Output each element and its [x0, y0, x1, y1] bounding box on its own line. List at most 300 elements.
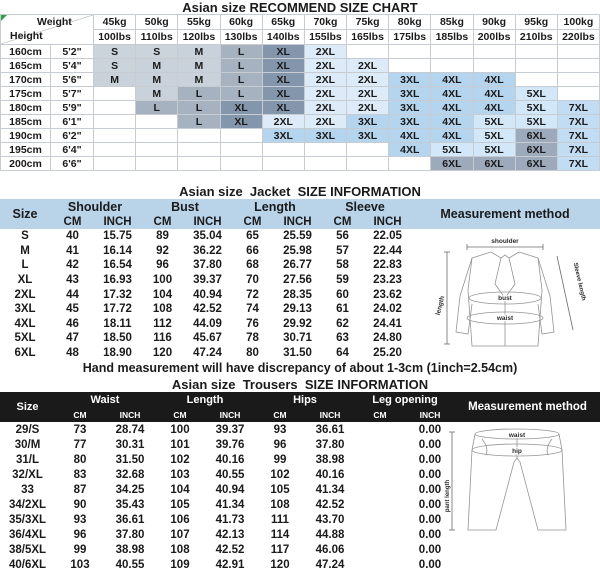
empty-cell — [347, 45, 389, 59]
trousers-row-value-cell: 40.55 — [215, 468, 245, 481]
jacket-row-value-cell: 46 — [66, 317, 79, 330]
trousers-row-size-label: 36/4XL — [8, 528, 47, 541]
trousers-row-size-label: 33 — [21, 483, 34, 496]
size-cell: M — [136, 59, 178, 73]
jacket-row-value-cell: 56 — [336, 230, 349, 243]
size-cell: M — [94, 73, 136, 87]
size-column-header: Size — [12, 207, 38, 221]
jacket-row-value-cell: 40 — [66, 230, 79, 243]
trousers-row-value-cell: 109 — [170, 558, 190, 571]
trousers-row-value-cell: 38.98 — [315, 453, 345, 466]
corner-artifact-icon — [1, 15, 7, 21]
size-cell: S — [136, 45, 178, 59]
weight-kg-header: 80kg — [389, 15, 431, 30]
group-header: Waist — [90, 393, 120, 406]
trousers-row-value-cell — [355, 437, 405, 452]
size-cell: 2XL — [347, 73, 389, 87]
inch-header: INCH — [103, 215, 132, 228]
jacket-bust-label: bust — [498, 295, 512, 302]
cm-header: CM — [63, 215, 82, 228]
trousers-row-value-cell: 102 — [170, 453, 190, 466]
jacket-row-size-label: 5XL — [14, 332, 36, 345]
jacket-row-value-cell: 47 — [66, 332, 79, 345]
empty-cell — [431, 59, 473, 73]
trousers-row-value-cell: 0.00 — [418, 528, 442, 541]
jacket-waist-label: waist — [496, 315, 514, 322]
trousers-row-value-cell: 37.80 — [115, 528, 145, 541]
weight-kg-header: 90kg — [474, 15, 516, 30]
jacket-row-value-cell: 16.14 — [103, 244, 132, 257]
trousers-row-value-cell: 36.61 — [315, 423, 345, 436]
jacket-row-value-cell: 61 — [336, 303, 349, 316]
height-cm-header: 200cm — [1, 157, 51, 171]
inch-header: INCH — [373, 215, 402, 228]
weight-lbs-header: 165lbs — [347, 30, 389, 45]
size-cell: L — [221, 73, 263, 87]
size-cell: L — [221, 87, 263, 101]
trousers-row-value-cell: 42.91 — [215, 558, 245, 571]
trousers-row-value-cell: 35.43 — [115, 498, 145, 511]
trousers-row-value-cell: 0.00 — [418, 513, 442, 526]
size-cell: XL — [221, 115, 263, 129]
weight-kg-header: 50kg — [136, 15, 178, 30]
size-cell: 6XL — [431, 157, 473, 171]
jacket-row-value-cell: 100 — [152, 274, 173, 287]
inch-header: INCH — [193, 215, 222, 228]
jacket-row-value-cell: 44 — [66, 288, 79, 301]
jacket-row-value-cell: 59 — [336, 274, 349, 287]
trousers-row-value-cell: 43.70 — [315, 513, 345, 526]
empty-cell — [558, 73, 600, 87]
jacket-row-value-cell: 18.50 — [103, 332, 132, 345]
size-cell: 6XL — [516, 143, 558, 157]
jacket-row-value-cell: 45 — [66, 303, 79, 316]
jacket-row-size-label: 3XL — [14, 303, 36, 316]
size-cell: XL — [263, 45, 305, 59]
size-cell: L — [221, 59, 263, 73]
empty-cell — [474, 59, 516, 73]
inch-header: INCH — [219, 409, 241, 420]
trousers-title: Asian size Trousers SIZE INFORMATION — [171, 377, 429, 393]
trousers-row-value-cell: 32.68 — [115, 468, 145, 481]
size-cell: 3XL — [263, 129, 305, 143]
weight-lbs-header: 120lbs — [178, 30, 220, 45]
height-ft-header: 6'6" — [51, 157, 94, 171]
trousers-row-value-cell — [355, 482, 405, 497]
jacket-row-value-cell: 60 — [336, 288, 349, 301]
empty-cell — [558, 59, 600, 73]
trousers-row-value-cell: 31.50 — [115, 453, 145, 466]
trousers-row-value-cell: 80 — [73, 453, 87, 466]
jacket-row-value-cell: 17.72 — [103, 303, 132, 316]
inch-header: INCH — [319, 409, 341, 420]
empty-cell — [516, 45, 558, 59]
trousers-row-value-cell: 120 — [270, 558, 290, 571]
jacket-row-value-cell: 28.35 — [283, 288, 312, 301]
trousers-row-value-cell: 41.34 — [215, 498, 245, 511]
trousers-row-value-cell: 36.61 — [115, 513, 145, 526]
size-cell: 3XL — [389, 73, 431, 87]
empty-cell — [178, 129, 220, 143]
height-ft-header: 5'6" — [51, 73, 94, 87]
trousers-row-value-cell: 0.00 — [418, 438, 442, 451]
cm-header: CM — [173, 409, 187, 420]
jacket-row-size-label: M — [20, 244, 30, 257]
trousers-row-value-cell: 108 — [170, 543, 190, 556]
size-cell: S — [94, 59, 136, 73]
size-cell: S — [94, 45, 136, 59]
height-cm-header: 195cm — [1, 143, 51, 157]
jacket-row-value-cell: 40.94 — [193, 288, 222, 301]
trousers-row-value-cell: 103 — [170, 468, 190, 481]
trousers-row-value-cell — [355, 467, 405, 482]
trousers-row-value-cell — [355, 542, 405, 557]
empty-cell — [516, 73, 558, 87]
trousers-row-value-cell: 77 — [73, 438, 87, 451]
recommend-chart-title: Asian size RECOMMEND SIZE CHART — [182, 0, 418, 15]
jacket-row-value-cell: 72 — [246, 288, 259, 301]
size-cell: 4XL — [431, 87, 473, 101]
height-cm-header: 170cm — [1, 73, 51, 87]
trousers-row-value-cell: 30.31 — [115, 438, 145, 451]
recommend-size-table — [0, 14, 600, 171]
size-cell: L — [178, 115, 220, 129]
jacket-row-value-cell: 35.04 — [193, 230, 222, 243]
size-cell: 2XL — [347, 87, 389, 101]
jacket-row-value-cell: 25.20 — [373, 347, 402, 360]
size-cell: 2XL — [347, 59, 389, 73]
weight-kg-header: 75kg — [347, 15, 389, 30]
trousers-row-value-cell: 0.00 — [418, 498, 442, 511]
height-cm-header: 165cm — [1, 59, 51, 73]
trousers-row-value-cell — [355, 512, 405, 527]
trousers-row-value-cell: 40.55 — [115, 558, 145, 571]
trousers-row-value-cell: 0.00 — [418, 423, 442, 436]
empty-cell — [94, 87, 136, 101]
size-cell: 3XL — [347, 115, 389, 129]
size-cell: 2XL — [263, 115, 305, 129]
trousers-row-value-cell: 99 — [273, 453, 287, 466]
group-header: Hips — [293, 393, 317, 406]
size-cell: 5XL — [474, 129, 516, 143]
jacket-sleeve-length-label: Sleeve length — [571, 262, 587, 302]
jacket-row-value-cell: 22.44 — [373, 244, 402, 257]
jacket-shoulder-label: shoulder — [491, 238, 519, 245]
empty-cell — [94, 115, 136, 129]
empty-cell — [221, 157, 263, 171]
height-cm-header: 190cm — [1, 129, 51, 143]
trousers-hip-label: hip — [512, 448, 522, 456]
trousers-row-value-cell: 40.16 — [215, 453, 245, 466]
jacket-row-value-cell: 89 — [156, 230, 169, 243]
corner-weight-label: Weight — [37, 16, 72, 28]
trousers-row-value-cell — [355, 422, 405, 437]
empty-cell — [94, 129, 136, 143]
empty-cell — [347, 143, 389, 157]
jacket-length-label: length — [434, 295, 447, 316]
trousers-row-value-cell: 42.13 — [215, 528, 245, 541]
size-cell: XL — [221, 101, 263, 115]
weight-kg-header: 85kg — [431, 15, 473, 30]
size-cell: 7XL — [558, 115, 600, 129]
size-cell: L — [136, 101, 178, 115]
trousers-row-value-cell: 39.37 — [215, 423, 245, 436]
group-header: Shoulder — [67, 199, 123, 214]
size-cell: M — [136, 87, 178, 101]
size-cell: 4XL — [389, 143, 431, 157]
height-cm-header: 175cm — [1, 87, 51, 101]
trousers-row-value-cell: 96 — [273, 438, 287, 451]
jacket-row-value-cell: 68 — [246, 259, 259, 272]
jacket-row-size-label: XL — [17, 274, 33, 287]
trousers-row-value-cell: 90 — [73, 498, 87, 511]
empty-cell — [431, 45, 473, 59]
trousers-row-value-cell: 104 — [170, 483, 190, 496]
jacket-row-value-cell: 45.67 — [193, 332, 222, 345]
empty-cell — [389, 45, 431, 59]
cm-header: CM — [373, 409, 387, 420]
trousers-row-value-cell: 0.00 — [418, 483, 442, 496]
jacket-row-value-cell: 22.05 — [373, 230, 402, 243]
trousers-row-value-cell: 41.73 — [215, 513, 245, 526]
size-cell: M — [136, 73, 178, 87]
trousers-row-value-cell: 107 — [170, 528, 190, 541]
size-cell: L — [221, 45, 263, 59]
trousers-row-value-cell: 111 — [271, 513, 289, 526]
jacket-row-value-cell: 66 — [246, 244, 259, 257]
size-cell: 4XL — [474, 101, 516, 115]
cm-header: CM — [243, 215, 262, 228]
trousers-row-size-label: 32/XL — [12, 468, 43, 481]
jacket-row-value-cell: 24.02 — [373, 303, 402, 316]
empty-cell — [94, 101, 136, 115]
jacket-row-value-cell: 120 — [152, 347, 173, 360]
group-header: Leg opening — [372, 393, 438, 406]
jacket-row-value-cell: 96 — [156, 259, 169, 272]
empty-cell — [136, 129, 178, 143]
size-cell: 2XL — [347, 101, 389, 115]
size-cell: 4XL — [474, 73, 516, 87]
cm-header: CM — [153, 215, 172, 228]
trousers-row-size-label: 35/3XL — [8, 513, 47, 526]
size-cell: 3XL — [347, 129, 389, 143]
jacket-row-value-cell: 27.56 — [283, 274, 312, 287]
size-cell: 7XL — [558, 129, 600, 143]
trousers-row-value-cell: 37.80 — [315, 438, 345, 451]
empty-cell — [136, 115, 178, 129]
size-cell: 4XL — [389, 129, 431, 143]
size-cell: 6XL — [516, 157, 558, 171]
size-cell: 2XL — [305, 87, 347, 101]
jacket-row-value-cell: 74 — [246, 303, 259, 316]
trousers-row-value-cell: 46.06 — [315, 543, 345, 556]
weight-kg-header: 55kg — [178, 15, 220, 30]
empty-cell — [221, 143, 263, 157]
jacket-row-value-cell: 104 — [152, 288, 173, 301]
weight-kg-header: 45kg — [94, 15, 136, 30]
trousers-row-value-cell: 106 — [170, 513, 190, 526]
height-ft-header: 6'1" — [51, 115, 94, 129]
trousers-row-value-cell — [355, 557, 405, 572]
trousers-row-value-cell: 0.00 — [418, 453, 442, 466]
weight-lbs-header: 210lbs — [516, 30, 558, 45]
jacket-row-value-cell: 41 — [66, 244, 79, 257]
jacket-row-value-cell: 78 — [246, 332, 259, 345]
trousers-row-value-cell: 114 — [270, 528, 290, 541]
corner-height-label: Height — [10, 30, 43, 42]
size-cell: M — [178, 73, 220, 87]
jacket-row-value-cell: 44.09 — [193, 317, 222, 330]
cm-header: CM — [333, 215, 352, 228]
size-cell: 5XL — [474, 115, 516, 129]
trousers-row-value-cell: 108 — [270, 498, 290, 511]
jacket-row-value-cell: 70 — [246, 274, 259, 287]
trousers-row-value-cell: 40.94 — [215, 483, 245, 496]
height-ft-header: 6'4" — [51, 143, 94, 157]
inch-header: INCH — [283, 215, 312, 228]
size-cell: 2XL — [305, 45, 347, 59]
size-cell: XL — [263, 73, 305, 87]
jacket-row-size-label: S — [21, 230, 29, 243]
jacket-row-value-cell: 23.62 — [373, 288, 402, 301]
trousers-row-value-cell: 38.98 — [115, 543, 145, 556]
empty-cell — [474, 45, 516, 59]
weight-lbs-header: 185lbs — [431, 30, 473, 45]
size-cell: 7XL — [558, 157, 600, 171]
trousers-row-value-cell: 28.74 — [115, 423, 145, 436]
trousers-section — [0, 392, 600, 572]
group-header: Length — [254, 199, 296, 214]
trousers-row-value-cell: 42.52 — [215, 543, 245, 556]
trousers-row-size-label: 30/M — [14, 438, 41, 451]
weight-kg-header: 95kg — [516, 15, 558, 30]
jacket-row-value-cell: 24.80 — [373, 332, 402, 345]
measurement-method-header: Measurement method — [468, 401, 587, 414]
jacket-row-value-cell: 64 — [336, 347, 349, 360]
empty-cell — [94, 143, 136, 157]
size-cell: 2XL — [305, 101, 347, 115]
size-cell: 6XL — [516, 129, 558, 143]
empty-cell — [178, 157, 220, 171]
trousers-row-size-label: 40/6XL — [8, 558, 47, 571]
section-gap — [0, 171, 600, 184]
trousers-row-size-label: 38/5XL — [8, 543, 47, 556]
jacket-row-value-cell: 37.80 — [193, 259, 222, 272]
trousers-row-value-cell: 34.25 — [115, 483, 145, 496]
trousers-row-value-cell — [355, 527, 405, 542]
jacket-row-value-cell: 39.37 — [193, 274, 222, 287]
weight-lbs-header: 130lbs — [221, 30, 263, 45]
jacket-row-value-cell: 112 — [153, 317, 172, 330]
weight-lbs-header: 175lbs — [389, 30, 431, 45]
jacket-row-value-cell: 17.32 — [103, 288, 132, 301]
weight-lbs-header: 110lbs — [136, 30, 178, 45]
height-cm-header: 185cm — [1, 115, 51, 129]
jacket-row-value-cell: 31.50 — [283, 347, 312, 360]
trousers-row-value-cell: 93 — [73, 513, 87, 526]
jacket-row-value-cell: 30.71 — [283, 332, 312, 345]
measurement-note: Hand measurement will have discrepancy of about 1-3cm (1inch=2.54cm) — [82, 361, 518, 376]
inch-header: INCH — [419, 409, 441, 420]
jacket-row-value-cell: 15.75 — [103, 230, 132, 243]
size-cell: 5XL — [431, 143, 473, 157]
size-cell: 5XL — [474, 143, 516, 157]
size-cell: 5XL — [516, 87, 558, 101]
size-cell: L — [178, 87, 220, 101]
weight-kg-header: 100kg — [558, 15, 600, 30]
group-header: Bust — [171, 199, 199, 214]
jacket-row-value-cell: 47.24 — [193, 347, 222, 360]
size-cell: 4XL — [431, 129, 473, 143]
jacket-row-value-cell: 43 — [66, 274, 79, 287]
size-cell: 4XL — [431, 101, 473, 115]
trousers-row-value-cell: 96 — [73, 528, 87, 541]
trousers-row-value-cell: 105 — [270, 483, 290, 496]
empty-cell — [221, 129, 263, 143]
size-cell: 5XL — [516, 101, 558, 115]
jacket-row-value-cell: 18.90 — [103, 347, 132, 360]
trousers-row-value-cell: 47.24 — [315, 558, 345, 571]
trousers-measurement-diagram — [442, 424, 582, 542]
jacket-row-value-cell: 36.22 — [193, 244, 222, 257]
jacket-row-value-cell: 92 — [156, 244, 169, 257]
jacket-row-value-cell: 16.93 — [103, 274, 132, 287]
jacket-row-value-cell: 42.52 — [193, 303, 222, 316]
trousers-row-value-cell: 100 — [170, 423, 190, 436]
height-ft-header: 5'9" — [51, 101, 94, 115]
size-cell: 7XL — [558, 101, 600, 115]
jacket-title: Asian size Jacket SIZE INFORMATION — [179, 184, 421, 199]
trousers-row-value-cell: 83 — [73, 468, 87, 481]
weight-lbs-header: 100lbs — [94, 30, 136, 45]
trousers-row-size-label: 29/S — [15, 423, 40, 436]
weight-kg-header: 60kg — [221, 15, 263, 30]
size-cell: M — [178, 45, 220, 59]
jacket-row-value-cell: 116 — [153, 332, 172, 345]
size-cell: 2XL — [305, 73, 347, 87]
jacket-measurement-diagram — [415, 234, 600, 358]
jacket-row-value-cell: 16.54 — [103, 259, 132, 272]
trousers-row-value-cell: 93 — [273, 423, 287, 436]
jacket-row-value-cell: 24.41 — [373, 317, 402, 330]
size-cell: 2XL — [305, 59, 347, 73]
trousers-row-value-cell: 103 — [70, 558, 90, 571]
height-ft-header: 5'4" — [51, 59, 94, 73]
jacket-row-value-cell: 48 — [66, 347, 79, 360]
trousers-pant-length-label: pant length — [445, 480, 451, 513]
jacket-row-value-cell: 62 — [336, 317, 349, 330]
empty-cell — [389, 157, 431, 171]
jacket-row-value-cell: 29.92 — [283, 317, 312, 330]
trousers-row-value-cell: 41.34 — [315, 483, 345, 496]
jacket-row-size-label: L — [21, 259, 29, 272]
jacket-row-value-cell: 25.98 — [283, 244, 312, 257]
trousers-table-header — [0, 392, 600, 422]
jacket-row-value-cell: 80 — [246, 347, 259, 360]
measurement-method-header: Measurement method — [440, 207, 570, 221]
weight-lbs-header: 200lbs — [474, 30, 516, 45]
empty-cell — [347, 157, 389, 171]
trousers-row-value-cell: 99 — [73, 543, 87, 556]
group-header: Length — [186, 393, 224, 406]
jacket-row-value-cell: 76 — [246, 317, 259, 330]
trousers-row-value-cell: 0.00 — [418, 558, 442, 571]
weight-lbs-header: 155lbs — [305, 30, 347, 45]
jacket-row-value-cell: 25.59 — [283, 230, 312, 243]
empty-cell — [305, 143, 347, 157]
size-cell: 4XL — [474, 87, 516, 101]
height-ft-header: 5'7" — [51, 87, 94, 101]
